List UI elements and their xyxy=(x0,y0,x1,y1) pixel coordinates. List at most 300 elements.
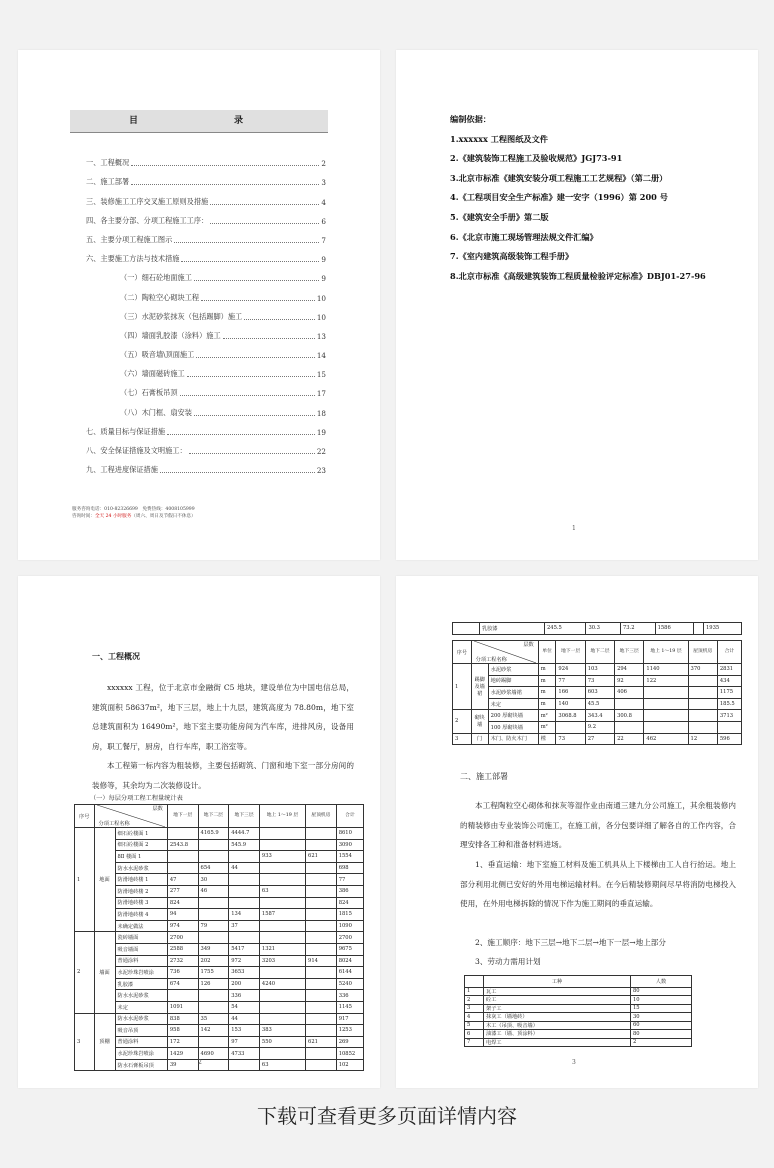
table-row xyxy=(453,623,742,635)
item-value xyxy=(693,623,703,635)
labor-trade: 瓦工 xyxy=(484,987,631,996)
item-value: 12 xyxy=(688,733,717,745)
item-value: 30.3 xyxy=(586,623,621,635)
item-value xyxy=(259,990,305,1002)
group-no: 1 xyxy=(75,828,95,932)
item-name: 防水水泥砂浆 xyxy=(115,1013,167,1025)
item-value: 9.2 xyxy=(585,721,614,733)
contact-phone: 服务咨询电话：010-82326699 免费热线：4008105999 xyxy=(72,507,195,512)
labor-header xyxy=(465,976,484,988)
labor-row xyxy=(465,996,692,1005)
toc-entry-page: 14 xyxy=(316,351,326,361)
toc-entry-page: 17 xyxy=(316,389,326,399)
basis-item: 6.《北京市施工现场管理法规文件汇编》 xyxy=(450,231,598,242)
item-value: 2732 xyxy=(167,955,198,967)
labor-table xyxy=(464,975,692,1047)
group-name: 踢脚及墙裙 xyxy=(471,664,488,710)
item-value: 126 xyxy=(198,978,229,990)
deploy-paragraph-2: 1、垂直运输：地下室施工材料及施工机具从上下楼梯由工人自行抬运。地上部分利用北侧已安好的外用电梯运输材料。在今后精装修期间尽早将消防电梯投入使用，在外用电梯拆除的情况下作为施工期间的垂直运输。 xyxy=(460,860,736,908)
table-row xyxy=(75,943,364,955)
labor-header-row xyxy=(465,976,692,988)
item-name: 细石砼楼面 2 xyxy=(115,839,167,851)
item-value: 77 xyxy=(556,675,585,687)
item-name: 水泥珍珠岩喷涂 xyxy=(115,1048,167,1060)
labor-count: 2 xyxy=(631,1038,692,1047)
item-value xyxy=(229,885,260,897)
item-value: 2700 xyxy=(336,932,363,944)
table-row xyxy=(75,874,364,886)
labor-trade: 电焊工 xyxy=(484,1038,631,1047)
toc-entry xyxy=(86,418,326,437)
deploy-paragraph-1: 本工程陶粒空心砌体和抹灰等湿作业由南通三建九分公司施工，其余粗装修内的精装修由专业装饰公司施工，在施工前，各分包要详细了解各自的工作内容，合理安排各工种和准备材料进场。 xyxy=(460,801,736,849)
toc-leader-dots xyxy=(244,319,315,320)
item-value: 79 xyxy=(198,920,229,932)
toc-list xyxy=(86,149,326,475)
item-value xyxy=(198,1059,229,1071)
toc-entry xyxy=(86,245,326,264)
item-value: 1090 xyxy=(336,920,363,932)
item-value: 200 xyxy=(229,978,260,990)
header-layer-label: 层数 xyxy=(152,806,163,812)
item-value: 4733 xyxy=(229,1048,260,1060)
header-no: 序号 xyxy=(453,641,472,664)
basis-title: 编制依据： xyxy=(450,114,491,124)
item-value: 698 xyxy=(336,862,363,874)
item-value xyxy=(306,1059,337,1071)
group-name: 墙面 xyxy=(94,932,115,1013)
table-row xyxy=(453,721,742,733)
page-deployment xyxy=(396,576,758,1088)
item-value: 39 xyxy=(167,1059,198,1071)
toc-leader-dots xyxy=(187,376,315,377)
toc-leader-dots xyxy=(194,415,315,416)
item-value: 10852 xyxy=(336,1048,363,1060)
deploy-paragraph-4: 3、劳动力需用计划 xyxy=(475,957,541,966)
basis-item: 8.北京市标准《高级建筑装饰工程质量检验评定标准》DBJ01-27-96 xyxy=(450,270,706,281)
item-value xyxy=(688,687,717,699)
header-b3: 地下三层 xyxy=(615,641,644,664)
item-value xyxy=(644,710,688,722)
page-overview xyxy=(18,576,380,1088)
item-value xyxy=(259,932,305,944)
item-value xyxy=(306,839,337,851)
labor-count: 15 xyxy=(631,1004,692,1013)
item-value: 5240 xyxy=(336,978,363,990)
toc-entry xyxy=(86,283,326,302)
labor-row xyxy=(465,1004,692,1013)
item-value xyxy=(688,721,717,733)
toc-entry xyxy=(86,379,326,398)
basis-item: 7.《室内建筑高级装饰工程手册》 xyxy=(450,251,574,262)
item-value xyxy=(259,1001,305,1013)
item-value: 30 xyxy=(198,874,229,886)
toc-leader-dots xyxy=(174,242,319,243)
toc-entry-label: （八）木门框、扇安装 xyxy=(120,407,192,417)
item-value: 4240 xyxy=(259,978,305,990)
header-total: 合计 xyxy=(336,805,363,828)
item-value xyxy=(229,897,260,909)
header-roof: 屋顶机房 xyxy=(688,641,717,664)
item-value: 383 xyxy=(259,1025,305,1037)
overview-paragraph-2: 本工程第一标内容为粗装修，主要包括砌筑、门窗和地下室一部分房间的装修等，其余均为二次装修设计。 xyxy=(92,761,354,790)
item-value: 336 xyxy=(229,990,260,1002)
download-banner: 下载可查看更多页面详情内容 xyxy=(257,1104,517,1128)
item-value: 974 xyxy=(167,920,198,932)
basis-item: 4.《工程项目安全生产标准》建一安字（1996）第 200 号 xyxy=(450,192,668,203)
toc-leader-dots xyxy=(180,395,315,396)
item-name: 200 厚砌块墙 xyxy=(488,710,538,722)
item-value: 2700 xyxy=(167,932,198,944)
labor-count: 80 xyxy=(631,987,692,996)
item-value: 94 xyxy=(167,909,198,921)
quantity-table xyxy=(74,804,364,1071)
item-name: 吸音吊顶 xyxy=(115,1025,167,1037)
toc-entry xyxy=(86,303,326,322)
header-total: 合计 xyxy=(717,641,741,664)
item-value: 621 xyxy=(306,851,337,863)
item-value xyxy=(229,1059,260,1071)
labor-count: 10 xyxy=(631,996,692,1005)
toc-entry-page: 6 xyxy=(321,216,326,226)
toc-entry-label: 五、主要分项工程施工图示 xyxy=(86,234,173,244)
item-name: 乳胶漆 xyxy=(115,978,167,990)
item-value: 917 xyxy=(336,1013,363,1025)
item-value: 1175 xyxy=(717,687,741,699)
item-value: 406 xyxy=(615,687,644,699)
item-value: 1554 xyxy=(336,851,363,863)
table-row xyxy=(75,920,364,932)
table-row xyxy=(453,698,742,710)
toc-leader-dots xyxy=(210,223,319,224)
toc-leader-dots xyxy=(194,280,320,281)
labor-no: 7 xyxy=(465,1038,484,1047)
table-header-row xyxy=(453,641,742,664)
basis-item: 3.北京市标准《建筑安装分项工程施工工艺规程》（第二册） xyxy=(450,172,668,183)
page-toc xyxy=(18,50,380,560)
item-value xyxy=(198,1036,229,1048)
item-value xyxy=(644,698,688,710)
table-caption: （一）每层分项工程工程量统计表 xyxy=(90,795,183,802)
item-value: 185.5 xyxy=(717,698,741,710)
item-value xyxy=(306,909,337,921)
basis-list xyxy=(450,110,740,286)
item-value xyxy=(259,1013,305,1025)
item-value: 1587 xyxy=(259,909,305,921)
item-value: 1253 xyxy=(336,1025,363,1037)
item-name: 水泥珍珠岩喷涂 xyxy=(115,967,167,979)
toc-entry xyxy=(86,398,326,417)
item-value xyxy=(306,828,337,840)
labor-trade: 架子工 xyxy=(484,1004,631,1013)
item-value: 972 xyxy=(229,955,260,967)
page-number: 1 xyxy=(572,525,576,532)
table-row xyxy=(453,687,742,699)
item-value: m xyxy=(538,664,556,676)
item-value: 122 xyxy=(644,675,688,687)
labor-row xyxy=(465,1013,692,1022)
toc-entry-label: （三）水泥砂浆抹灰（包括踢脚）施工 xyxy=(120,311,243,321)
item-value: 462 xyxy=(644,733,688,745)
item-value xyxy=(167,828,198,840)
toc-entry-page: 10 xyxy=(316,312,326,322)
item-value: 27 xyxy=(585,733,614,745)
labor-no: 1 xyxy=(465,987,484,996)
table-row xyxy=(75,851,364,863)
item-value: 1321 xyxy=(259,943,305,955)
toc-entry xyxy=(86,187,326,206)
item-value: 1586 xyxy=(655,623,693,635)
table-row xyxy=(75,1048,364,1060)
labor-trade: 砼工 xyxy=(484,996,631,1005)
section-title: 二、施工部署 xyxy=(460,772,508,781)
toc-entry-label: 六、主要施工方法与技术措施 xyxy=(86,254,180,264)
item-value xyxy=(198,897,229,909)
toc-leader-dots xyxy=(181,261,319,262)
item-value xyxy=(229,874,260,886)
item-value xyxy=(306,1048,337,1060)
item-value xyxy=(306,932,337,944)
group-no: 2 xyxy=(75,932,95,1013)
header-layer-label: 层数 xyxy=(523,642,534,648)
item-value: 736 xyxy=(167,967,198,979)
group-name: 地面 xyxy=(94,828,115,932)
group-no: 3 xyxy=(75,1013,95,1071)
toc-leader-dots xyxy=(196,357,315,358)
toc-entry-page: 9 xyxy=(321,255,326,265)
table-row xyxy=(453,710,742,722)
toc-leader-dots xyxy=(131,184,319,185)
item-name: 防水石膏板吊顶 xyxy=(115,1059,167,1071)
item-value: 45.5 xyxy=(585,698,614,710)
item-value xyxy=(306,885,337,897)
table-row xyxy=(75,990,364,1002)
labor-header: 工种 xyxy=(484,976,631,988)
item-value: 6144 xyxy=(336,967,363,979)
toc-entry-page: 22 xyxy=(316,447,326,456)
header-no: 序号 xyxy=(75,805,95,828)
hours-label: 咨询时间： xyxy=(72,514,95,519)
item-value: 97 xyxy=(229,1036,260,1048)
header-b1: 地下一层 xyxy=(556,641,585,664)
labor-trade: 木工（吊顶、吸音墙） xyxy=(484,1021,631,1030)
item-value: 4444.7 xyxy=(229,828,260,840)
item-value: 44 xyxy=(229,1013,260,1025)
item-value: 3203 xyxy=(259,955,305,967)
item-value: 37 xyxy=(229,920,260,932)
item-value: 3090 xyxy=(336,839,363,851)
toc-entry-page: 2 xyxy=(321,159,326,169)
table-row xyxy=(75,967,364,979)
labor-no: 2 xyxy=(465,996,484,1005)
section-title: 一、工程概况 xyxy=(92,651,140,661)
table-row xyxy=(75,1013,364,1025)
item-value xyxy=(259,839,305,851)
item-value: 1145 xyxy=(336,1001,363,1013)
header-b2: 地下二层 xyxy=(198,805,229,828)
item-value xyxy=(167,862,198,874)
item-value: 77 xyxy=(336,874,363,886)
item-value: 1755 xyxy=(198,967,229,979)
item-value xyxy=(259,897,305,909)
item-value xyxy=(229,932,260,944)
item-value: 142 xyxy=(198,1025,229,1037)
item-value: 102 xyxy=(336,1059,363,1071)
item-value: 2588 xyxy=(167,943,198,955)
toc-entry-page: 23 xyxy=(316,466,326,476)
item-value xyxy=(259,862,305,874)
item-name: 瓷砖墙面 xyxy=(115,932,167,944)
continued-quantity-table xyxy=(452,640,742,745)
item-value: 349 xyxy=(198,943,229,955)
table-row xyxy=(75,1001,364,1013)
group-no: 3 xyxy=(453,733,472,745)
toc-entry xyxy=(86,207,326,226)
table-row xyxy=(75,1025,364,1037)
item-value: 434 xyxy=(717,675,741,687)
toc-entry xyxy=(86,168,326,187)
labor-count: 30 xyxy=(631,1013,692,1022)
toc-title: 目 录 xyxy=(70,110,328,133)
header-b2: 地下二层 xyxy=(585,641,614,664)
item-value xyxy=(306,990,337,1002)
labor-header: 人数 xyxy=(631,976,692,988)
table-row xyxy=(75,839,364,851)
toc-leader-dots xyxy=(131,165,319,166)
contact-hours xyxy=(72,513,196,520)
item-value xyxy=(198,990,229,1002)
item-value: 545.9 xyxy=(229,839,260,851)
item-value: 47 xyxy=(167,874,198,886)
item-name: 细石砼楼面 1 xyxy=(115,828,167,840)
continued-table-top xyxy=(452,622,742,635)
header-above: 地上 1～19 层 xyxy=(644,641,688,664)
item-value: 8610 xyxy=(336,828,363,840)
hours-red: 全天 24 小时服务 xyxy=(94,514,132,519)
labor-trade: 抹灰工（墙地砖） xyxy=(484,1013,631,1022)
basis-item: 5.《建筑安全手册》第二版 xyxy=(450,211,549,222)
item-value xyxy=(453,623,480,635)
item-value: m xyxy=(538,698,556,710)
header-roof: 屋顶机房 xyxy=(306,805,337,828)
item-value: 153 xyxy=(229,1025,260,1037)
header-b1: 地下一层 xyxy=(167,805,198,828)
item-name: 吸音墙面 xyxy=(115,943,167,955)
toc-leader-dots xyxy=(223,338,315,339)
item-value: 824 xyxy=(336,897,363,909)
item-value: 63 xyxy=(259,885,305,897)
toc-entry-page: 15 xyxy=(316,370,326,380)
diagonal-header-cell xyxy=(94,805,167,828)
item-value: 277 xyxy=(167,885,198,897)
toc-leader-dots xyxy=(167,434,315,435)
labor-trade: 油漆工（墙、顶涂料） xyxy=(484,1030,631,1039)
item-value xyxy=(556,721,585,733)
item-value: 5417 xyxy=(229,943,260,955)
header-item-label: 分项工程名称 xyxy=(475,657,507,663)
item-value xyxy=(198,851,229,863)
header-unit: 单位 xyxy=(538,641,556,664)
item-value xyxy=(198,909,229,921)
toc-entry-page: 9 xyxy=(321,274,326,284)
diagonal-header-cell xyxy=(471,641,538,664)
toc-leader-dots xyxy=(189,453,315,454)
item-value: 35 xyxy=(198,1013,229,1025)
item-value: 933 xyxy=(259,851,305,863)
item-value xyxy=(306,1001,337,1013)
toc-entry-label: （七）石膏板吊顶 xyxy=(120,388,178,398)
item-value: 134 xyxy=(229,909,260,921)
item-value: 300.8 xyxy=(615,710,644,722)
diagonal-header xyxy=(97,805,165,827)
item-value xyxy=(259,874,305,886)
header-item-label: 分项工程名称 xyxy=(98,821,130,827)
item-value xyxy=(198,932,229,944)
toc-entry xyxy=(86,437,326,456)
item-value: 4690 xyxy=(198,1048,229,1060)
item-value xyxy=(306,978,337,990)
table-row xyxy=(75,1036,364,1048)
item-name: 防滑地砖楼 1 xyxy=(115,874,167,886)
toc-entry-label: （四）墙面乳胶漆（涂料）施工 xyxy=(120,330,221,340)
toc-entry xyxy=(86,341,326,360)
item-name: 未定 xyxy=(115,1001,167,1013)
item-value xyxy=(688,698,717,710)
toc-entry-page: 3 xyxy=(321,178,326,188)
item-value: 103 xyxy=(585,664,614,676)
item-name: 防滑地砖楼 2 xyxy=(115,885,167,897)
item-value: 2543.8 xyxy=(167,839,198,851)
item-value: 2831 xyxy=(717,664,741,676)
item-value: 73 xyxy=(556,733,585,745)
labor-row xyxy=(465,1021,692,1030)
toc-entry-page: 19 xyxy=(316,427,326,437)
item-value: 140 xyxy=(556,698,585,710)
item-value xyxy=(717,721,741,733)
item-value: 621 xyxy=(306,1036,337,1048)
item-value xyxy=(198,1001,229,1013)
deploy-paragraph-3: 2、施工顺序：地下三层→地下二层→地下一层→地上部分 xyxy=(475,938,666,947)
item-value xyxy=(167,851,198,863)
table-header-row xyxy=(75,805,364,828)
item-value: 838 xyxy=(167,1013,198,1025)
toc-entry-page: 13 xyxy=(316,331,326,341)
toc-entry xyxy=(86,360,326,379)
item-value: 1140 xyxy=(644,664,688,676)
item-value: 596 xyxy=(717,733,741,745)
item-value: 914 xyxy=(306,955,337,967)
item-value xyxy=(167,990,198,1002)
labor-count: 60 xyxy=(631,1021,692,1030)
toc-entry-page: 7 xyxy=(321,235,326,245)
item-value: 63 xyxy=(259,1059,305,1071)
table-row xyxy=(75,862,364,874)
item-value xyxy=(259,920,305,932)
item-value xyxy=(644,687,688,699)
item-value: 386 xyxy=(336,885,363,897)
table-row xyxy=(75,885,364,897)
group-no: 1 xyxy=(453,664,472,710)
item-name: 普通涂料 xyxy=(115,955,167,967)
item-value: 1091 xyxy=(167,1001,198,1013)
basis-item: 1.xxxxxx 工程图纸及文件 xyxy=(450,133,548,144)
header-above: 地上 1～19 层 xyxy=(259,805,305,828)
toc-entry-label: 二、施工部署 xyxy=(86,177,130,187)
table-row xyxy=(75,897,364,909)
toc-entry-label: 一、工程概况 xyxy=(86,158,130,168)
item-name: 未确定做法 xyxy=(115,920,167,932)
item-value: 3068.8 xyxy=(556,710,585,722)
item-value: 166 xyxy=(556,687,585,699)
